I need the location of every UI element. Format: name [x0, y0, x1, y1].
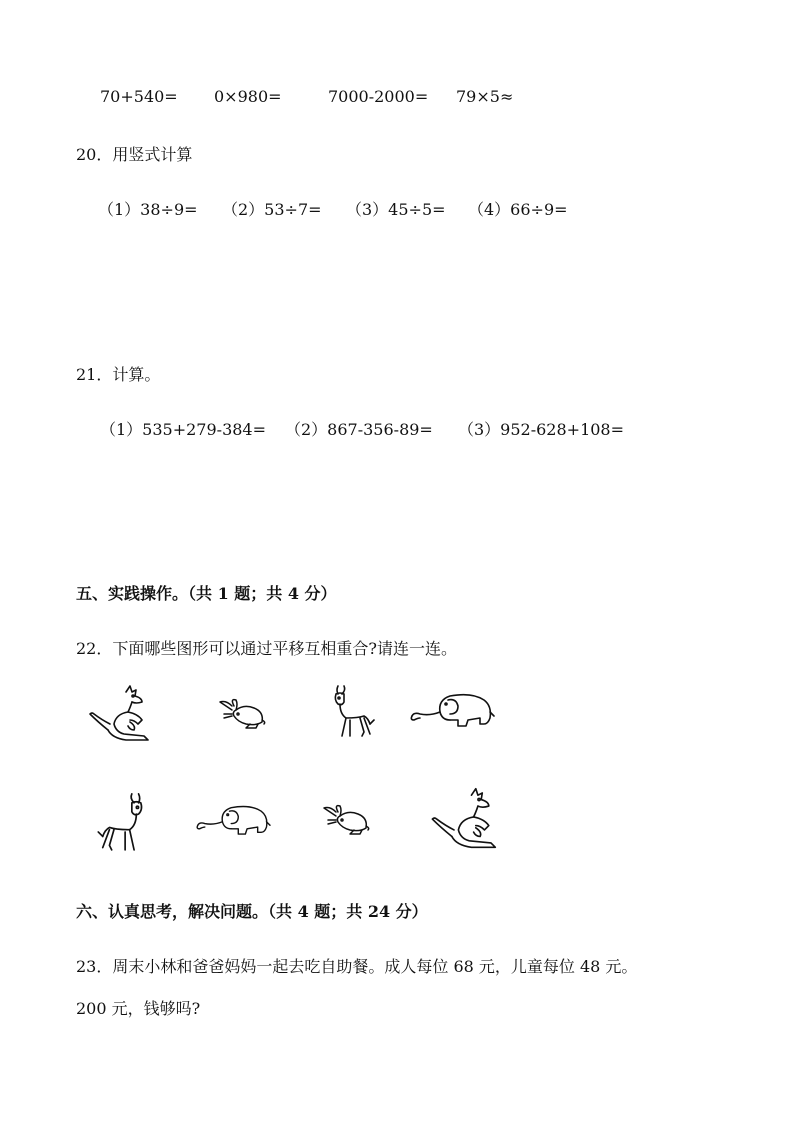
section-6-heading: 六、认真思考，解决问题。（共 4 题；共 24 分） [76, 902, 428, 921]
question-20-item-2: （2）53÷7= [222, 200, 322, 219]
expression-1: 70+540= [100, 87, 178, 106]
question-20-item-1: （1）38÷9= [98, 200, 198, 219]
question-21-item-3: （3）952-628+108= [458, 420, 625, 439]
question-21-item-2: （2）867-356-89= [285, 420, 433, 439]
question-20-title: 20．用竖式计算 [76, 145, 193, 164]
expression-2: 0×980= [214, 87, 282, 106]
question-22-title: 22．下面哪些图形可以通过平移互相重合?请连一连。 [76, 639, 457, 658]
kangaroo-icon [428, 786, 504, 850]
question-21-item-1: （1）535+279-384= [100, 420, 267, 439]
antelope-icon [96, 790, 152, 856]
elephant-icon [410, 690, 494, 730]
expression-4: 79×5≈ [456, 87, 514, 106]
expression-3: 7000-2000= [328, 87, 429, 106]
antelope-icon [326, 684, 376, 740]
section-5-heading: 五、实践操作。（共 1 题；共 4 分） [76, 584, 337, 603]
question-23-line-2: 200 元，钱够吗? [76, 999, 201, 1018]
elephant-icon [196, 800, 270, 840]
question-20-item-3: （3）45÷5= [346, 200, 446, 219]
kangaroo-icon [86, 684, 156, 742]
question-21-title: 21．计算。 [76, 365, 161, 384]
rabbit-icon [216, 696, 268, 732]
question-23-line-1: 23．周末小林和爸爸妈妈一起去吃自助餐。成人每位 68 元，儿童每位 48 元。 [76, 957, 638, 976]
rabbit-icon [320, 802, 372, 838]
question-20-item-4: （4）66÷9= [468, 200, 568, 219]
